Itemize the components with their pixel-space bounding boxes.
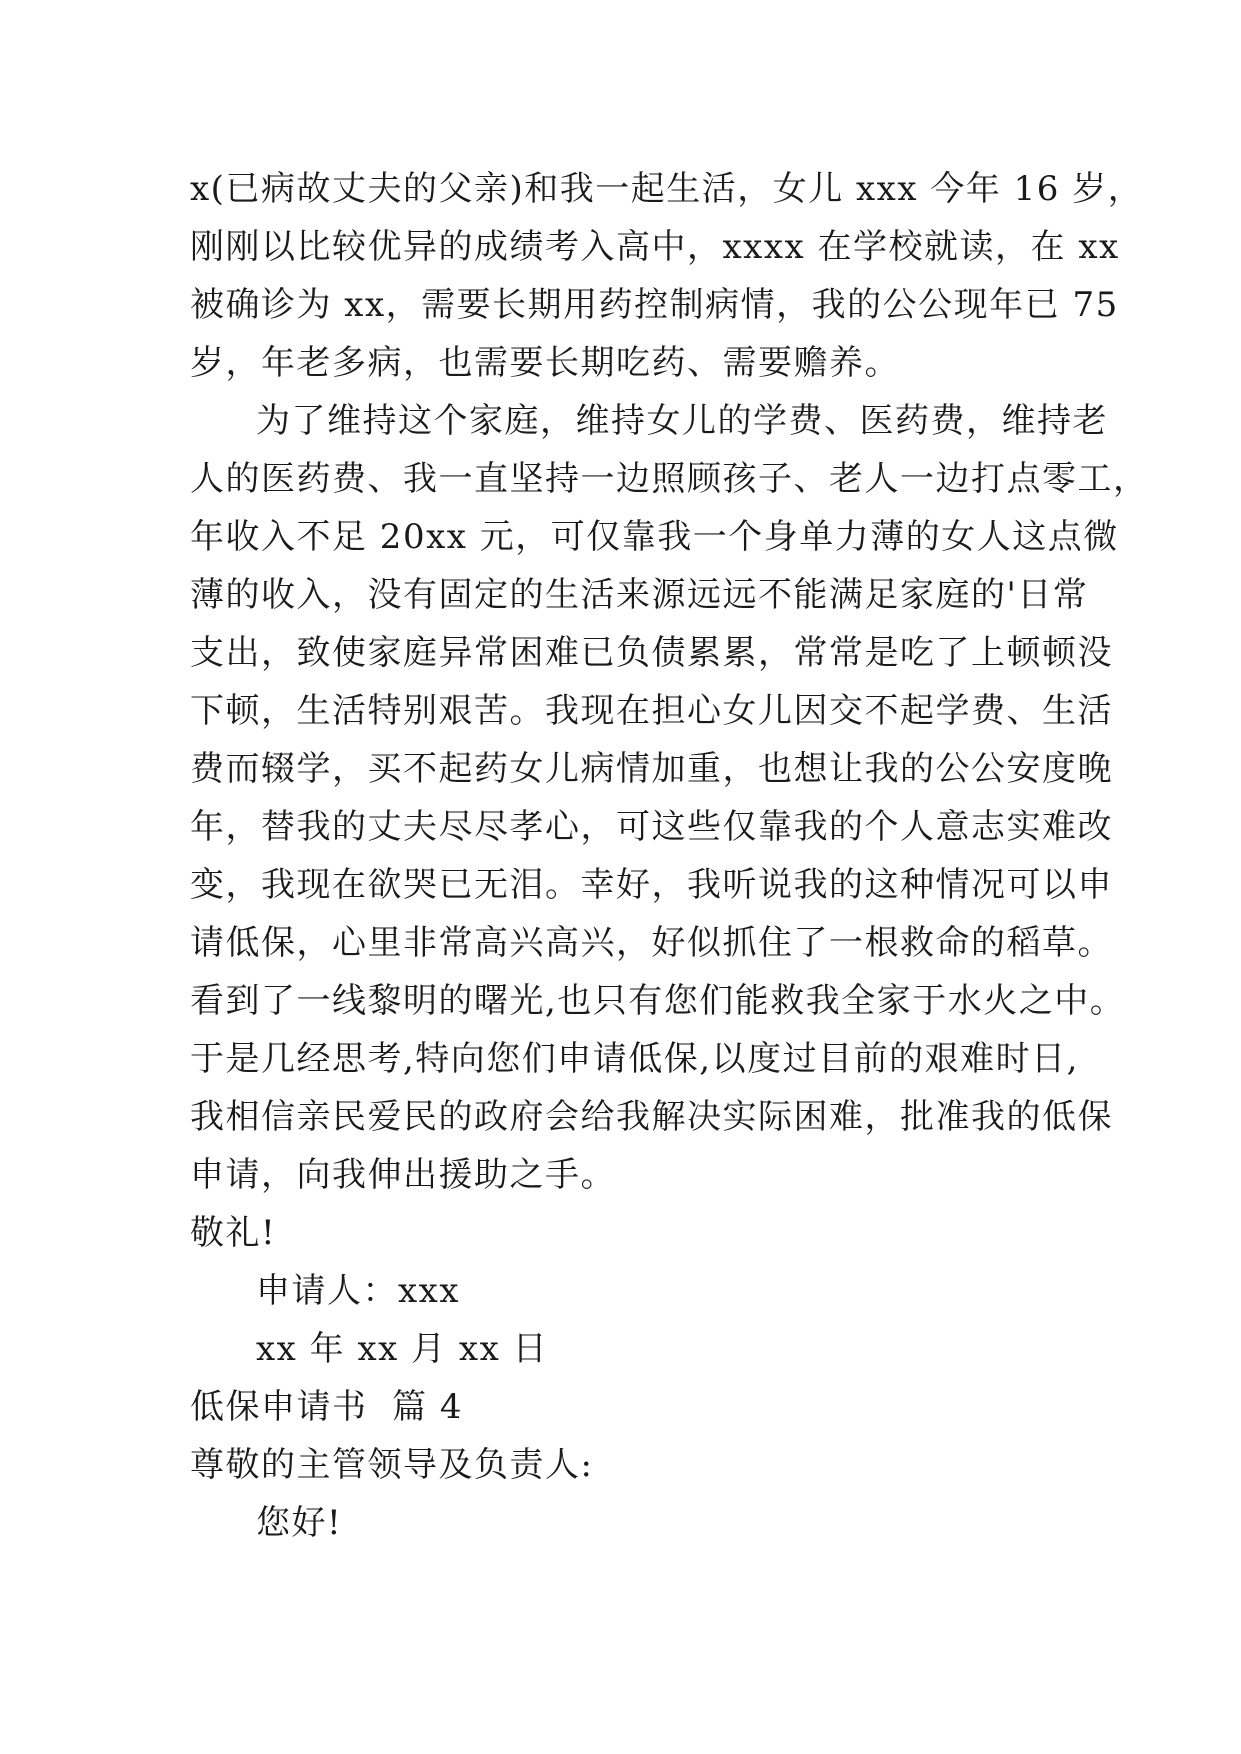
letter-greeting: 您好!: [256, 1503, 343, 1543]
paragraph-line: 于是几经思考,特向您们申请低保,以度过目前的艰难时日,: [190, 1039, 1079, 1079]
letter-addressee: 尊敬的主管领导及负责人:: [190, 1445, 594, 1485]
paragraph-line: 支出，致使家庭异常困难已负债累累，常常是吃了上顿顿没: [190, 633, 1113, 673]
paragraph-line: 申请，向我伸出援助之手。: [190, 1155, 616, 1195]
paragraph-line: 看到了一线黎明的曙光,也只有您们能救我全家于水火之中。: [190, 981, 1126, 1021]
paragraph-line: x(已病故丈夫的父亲)和我一起生活，女儿 xxx 今年 16 岁，: [190, 169, 1144, 209]
signature-date: xx 年 xx 月 xx 日: [256, 1329, 549, 1369]
paragraph-line: 薄的收入，没有固定的生活来源远远不能满足家庭的'日常: [190, 575, 1089, 615]
paragraph-line: 请低保，心里非常高兴高兴，好似抓住了一根救命的稻草。: [190, 923, 1113, 963]
paragraph-line: 岁，年老多病，也需要长期吃药、需要赡养。: [190, 343, 900, 383]
paragraph-line: 下顿，生活特别艰苦。我现在担心女儿因交不起学费、生活: [190, 691, 1113, 731]
document-body: [190, 160, 1149, 1552]
paragraph-line: 年收入不足 20xx 元，可仅靠我一个身单力薄的女人这点微: [190, 517, 1119, 557]
paragraph-line: 为了维持这个家庭，维持女儿的学费、医药费，维持老: [256, 401, 1108, 441]
paragraph-line: 费而辍学，买不起药女儿病情加重，也想让我的公公安度晚: [190, 749, 1113, 789]
section-heading: 低保申请书 篇 4: [190, 1387, 464, 1427]
closing-salutation: 敬礼!: [190, 1213, 277, 1253]
paragraph-line: 我相信亲民爱民的政府会给我解决实际困难，批准我的低保: [190, 1097, 1113, 1137]
paragraph-line: 年，替我的丈夫尽尽孝心，可这些仅靠我的个人意志实难改: [190, 807, 1113, 847]
paragraph-line: 变，我现在欲哭已无泪。幸好，我听说我的这种情况可以申: [190, 865, 1113, 905]
paragraph-line: 被确诊为 xx，需要长期用药控制病情，我的公公现年已 75: [190, 285, 1119, 325]
applicant-signature: 申请人：xxx: [256, 1271, 461, 1311]
paragraph-line: 人的医药费、我一直坚持一边照顾孩子、老人一边打点零工，: [190, 459, 1149, 499]
paragraph-line: 刚刚以比较优异的成绩考入高中，xxxx 在学校就读，在 xx: [190, 227, 1120, 267]
